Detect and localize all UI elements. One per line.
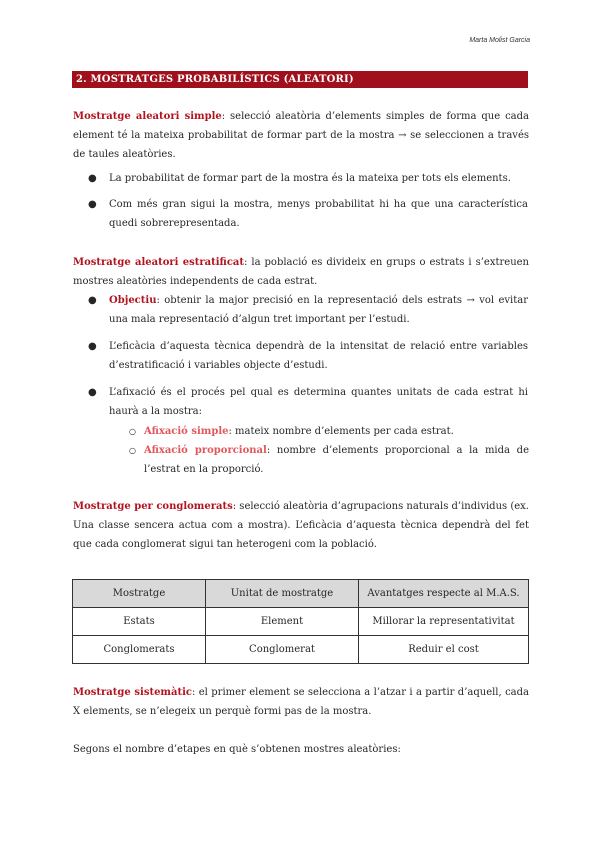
stratified-sampling-term: Mostratge aleatori estratificat bbox=[73, 257, 245, 268]
table-cell: Estats bbox=[73, 608, 206, 636]
cluster-sampling-paragraph bbox=[73, 497, 529, 554]
circle-bullet-icon: ○ bbox=[129, 427, 136, 436]
table-cell: Reduir el cost bbox=[359, 636, 529, 664]
systematic-sampling-term: Mostratge sistemàtic bbox=[73, 687, 193, 698]
table-cell: Millorar la representativitat bbox=[359, 608, 529, 636]
simple-sampling-term: Mostratge aleatori simple bbox=[73, 111, 222, 122]
bullet-icon: ● bbox=[88, 173, 97, 184]
bullet-icon: ● bbox=[88, 295, 97, 306]
table-header-cell: Mostratge bbox=[73, 580, 206, 608]
objective-text: : obtenir la major precisió en la representació dels estrats → vol evitar una mala representació d’algun tret important per l’estudi. bbox=[109, 295, 528, 325]
list-item-text: L’afixació és el procés pel qual es determina quantes unitats de cada estrat hi haurà a la mostra: bbox=[109, 387, 528, 417]
bullet-icon: ● bbox=[88, 341, 97, 352]
bullet-icon: ● bbox=[88, 199, 97, 210]
table-cell: Conglomerats bbox=[73, 636, 206, 664]
proportional-allocation-term: Afixació proporcional bbox=[144, 445, 267, 456]
sampling-comparison-table bbox=[72, 579, 529, 664]
stratified-sampling-text: : la població es divideix en grups o estrats i s’extreuen mostres aleatòries independents de cada estrat. bbox=[73, 257, 529, 287]
bullet-icon: ● bbox=[88, 387, 97, 398]
list-item-text bbox=[109, 291, 528, 329]
table-header-row bbox=[73, 580, 529, 608]
circle-bullet-icon: ○ bbox=[129, 446, 136, 455]
table-row bbox=[73, 636, 529, 664]
simple-allocation-term: Afixació simple bbox=[144, 426, 229, 437]
proportional-allocation-text: : nombre d’elements proporcional a la mida de l’estrat en la proporció. bbox=[144, 445, 530, 475]
list-item-text: L’eficàcia d’aquesta tècnica dependrà de la intensitat de relació entre variables d’estratificació i variables objecte d’estudi. bbox=[109, 341, 528, 371]
simple-sampling-paragraph bbox=[73, 107, 529, 164]
table-row bbox=[73, 608, 529, 636]
systematic-sampling-paragraph bbox=[73, 683, 529, 721]
table-header-cell: Avantatges respecte al M.A.S. bbox=[359, 580, 529, 608]
simple-allocation-text: : mateix nombre d’elements per cada estrat. bbox=[228, 426, 454, 437]
section-title: 2. MOSTRATGES PROBABILÍSTICS (ALEATORI) bbox=[72, 71, 528, 88]
simple-sampling-text: : selecció aleatòria d’elements simples de forma que cada element té la mateixa probabilitat de formar part de la mostra → se seleccionen a través de taules aleatòries. bbox=[73, 111, 529, 160]
table-cell: Conglomerat bbox=[206, 636, 359, 664]
list-item-text: Com més gran sigui la mostra, menys probabilitat hi ha que una característica quedi sobrerepresentada. bbox=[109, 199, 528, 229]
cluster-sampling-term: Mostratge per conglomerats bbox=[73, 501, 233, 512]
table-header-cell: Unitat de mostratge bbox=[206, 580, 359, 608]
author-name: Marta Molist Garcia bbox=[469, 37, 530, 44]
systematic-sampling-text: : el primer element se selecciona a l’atzar i a partir d’aquell, cada X elements, se n’elegeix un perquè formi pas de la mostra. bbox=[73, 687, 529, 717]
list-item-text: La probabilitat de formar part de la mostra és la mateixa per tots els elements. bbox=[109, 173, 511, 184]
closing-paragraph: Segons el nombre d’etapes en què s’obtenen mostres aleatòries: bbox=[73, 744, 401, 755]
cluster-sampling-text: : selecció aleatòria d’agrupacions naturals d’individus (ex. Una classe sencera actua com a mostra). L’eficàcia d’aquesta tècnica dependrà del fet que cada conglomerat sigui tan heterogeni com la població. bbox=[73, 501, 529, 550]
table-cell: Element bbox=[206, 608, 359, 636]
stratified-sampling-paragraph bbox=[73, 253, 529, 291]
sub-list-item-text bbox=[144, 422, 529, 441]
sub-list-item-text bbox=[144, 441, 529, 479]
objective-term: Objectiu bbox=[109, 295, 157, 306]
